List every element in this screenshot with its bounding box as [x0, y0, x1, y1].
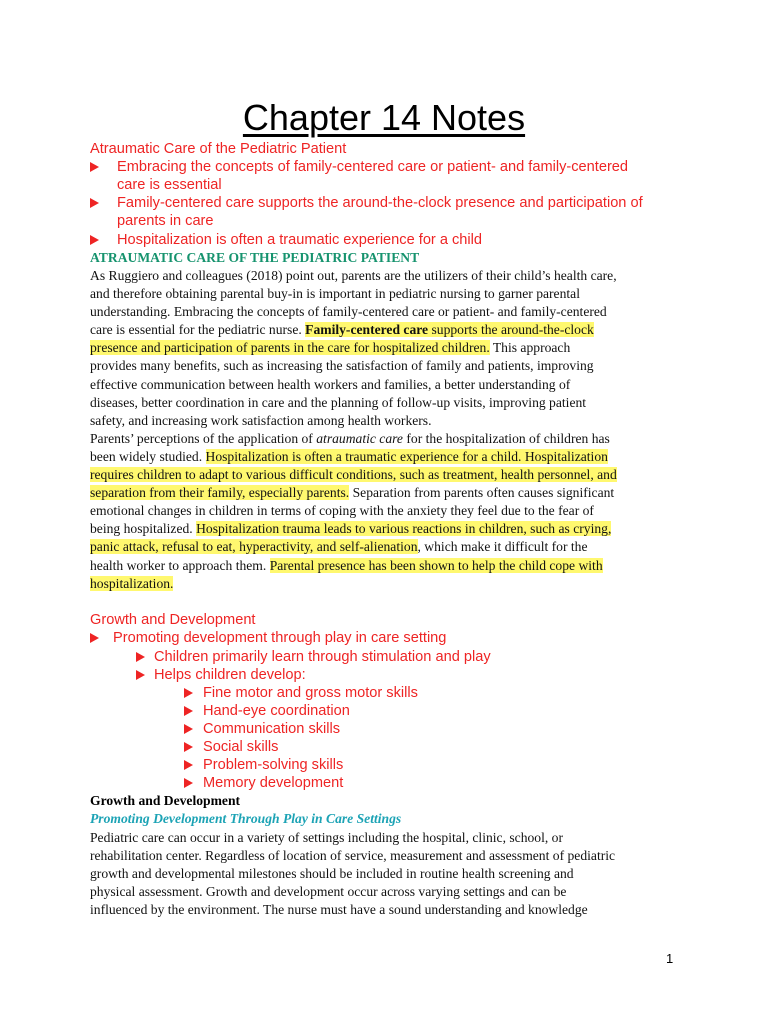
triangle-bullet-icon	[90, 162, 99, 172]
section-heading: Growth and Development	[90, 612, 256, 628]
text-line: growth and developmental milestones should be included in routine health screening and	[90, 866, 574, 882]
text-line: Pediatric care can occur in a variety of settings including the hospital, clinic, school, or	[90, 830, 563, 845]
text-line: physical assessment. Growth and development occur across varying settings and can be	[90, 884, 567, 900]
bullet-text: Hand-eye coordination	[203, 703, 350, 719]
text-line: understanding. Embracing the concepts of family-centered care or patient- and family-centered	[90, 304, 607, 320]
text-line	[90, 466, 690, 484]
bullet-item	[184, 720, 340, 738]
bullet-item	[184, 684, 418, 702]
highlighted-text: Hospitalization is often a traumatic experience for a child. Hospitalization	[205, 448, 608, 464]
text-line: rehabilitation center. Regardless of location of service, measurement and assessment of pediatric	[90, 848, 616, 864]
bullet-text: Problem-solving skills	[203, 757, 344, 773]
highlighted-text: supports the around-the-clock	[428, 322, 594, 338]
triangle-bullet-icon	[184, 706, 193, 716]
highlighted-text: panic attack, refusal to eat, hyperactivity, and self-alienation	[90, 539, 418, 555]
highlighted-text: Parental presence has been shown to help the child cope with	[269, 557, 603, 573]
text-line	[90, 484, 690, 502]
bullet-item	[136, 648, 491, 666]
text-line: and therefore obtaining parental buy-in is important in pediatric nursing to garner parental	[90, 286, 580, 302]
triangle-bullet-icon	[136, 652, 145, 662]
bullet-item	[136, 666, 306, 684]
bullet-text: Communication skills	[203, 721, 341, 737]
triangle-bullet-icon	[184, 742, 193, 752]
highlighted-text: hospitalization.	[90, 575, 174, 591]
paragraph	[90, 267, 690, 593]
section-heading: Atraumatic Care of the Pediatric Patient	[90, 141, 347, 157]
text-line	[90, 448, 690, 466]
bullet-text: Hospitalization is often a traumatic experience for a child	[117, 232, 483, 248]
text-line: influenced by the environment. The nurse must have a sound understanding and knowledge	[90, 902, 588, 918]
bullet-text: Children primarily learn through stimulation and play	[154, 649, 491, 665]
text-span: been widely studied.	[90, 448, 206, 464]
triangle-bullet-icon	[90, 633, 99, 643]
bullet-item	[184, 756, 343, 774]
bullet-text: Social skills	[203, 739, 279, 755]
page-number: 1	[666, 951, 674, 966]
bullet-text: Helps children develop:	[154, 667, 306, 683]
bullet-text: Embracing the concepts of family-centered care or patient- and family-centered	[117, 159, 629, 175]
bullet-item	[184, 774, 343, 792]
text-line: As Ruggiero and colleagues (2018) point out, parents are the utilizers of their child’s health care,	[90, 268, 617, 283]
text-span: being hospitalized.	[90, 521, 197, 537]
triangle-bullet-icon	[184, 688, 193, 698]
bullet-item	[90, 158, 628, 194]
text-line	[90, 520, 690, 538]
text-line	[90, 557, 690, 575]
section-subheading: ATRAUMATIC CARE OF THE PEDIATRIC PATIENT	[90, 250, 420, 265]
paragraph	[90, 829, 690, 919]
bullet-text: Family-centered care supports the around-the-clock presence and participation of	[117, 195, 643, 211]
highlighted-text: presence and participation of parents in the care for hospitalized children.	[90, 340, 490, 356]
bullet-item	[184, 738, 278, 756]
text-line: emotional changes in children in terms of coping with the anxiety they feel due to the fear of	[90, 503, 594, 519]
bullet-text: Memory development	[203, 775, 344, 791]
text-span: health worker to approach them.	[90, 557, 270, 573]
text-span: for the hospitalization of children has	[402, 430, 610, 446]
page-title: Chapter 14 Notes	[242, 97, 526, 138]
highlighted-text: requires children to adapt to various difficult conditions, such as treatment, health personnel, and	[90, 467, 617, 483]
text-line: provides many benefits, such as increasing the satisfaction of family and patients, improving	[90, 358, 594, 374]
section-subheading: Growth and Development	[90, 793, 241, 808]
triangle-bullet-icon	[184, 760, 193, 770]
triangle-bullet-icon	[184, 724, 193, 734]
highlighted-text: separation from their family, especially parents.	[90, 485, 350, 501]
triangle-bullet-icon	[136, 670, 145, 680]
bullet-item	[184, 702, 350, 720]
highlighted-text: Hospitalization trauma leads to various reactions in children, such as crying,	[196, 521, 612, 537]
bullet-item	[90, 194, 643, 230]
triangle-bullet-icon	[90, 198, 99, 208]
text-span: , which make it difficult for the	[417, 539, 588, 555]
triangle-bullet-icon	[90, 235, 99, 245]
bullet-item	[90, 629, 446, 647]
text-span: This approach	[489, 340, 571, 356]
text-line: diseases, better coordination in care and the planning of follow-up visits, improving patient	[90, 394, 587, 410]
text-line: safety, and increasing work satisfaction among health workers.	[90, 412, 432, 428]
bullet-text: parents in care	[117, 213, 214, 229]
italic-subheading: Promoting Development Through Play in Care Settings	[90, 811, 402, 826]
bullet-text: care is essential	[117, 177, 222, 193]
text-span: care is essential for the pediatric nurse.	[90, 322, 306, 338]
italic-text: atraumatic care	[316, 430, 403, 446]
text-line	[90, 575, 690, 593]
text-span: Parents’ perceptions of the application of	[90, 430, 317, 446]
bullet-text: Fine motor and gross motor skills	[203, 685, 418, 701]
bullet-item	[90, 231, 482, 249]
bullet-text: Promoting development through play in care setting	[113, 630, 447, 646]
text-line	[90, 430, 690, 448]
text-line	[90, 321, 690, 339]
text-line: effective communication between health workers and families, a better understanding of	[90, 376, 571, 392]
triangle-bullet-icon	[184, 778, 193, 788]
text-line	[90, 339, 690, 357]
highlighted-bold-text: Family-centered care	[305, 322, 429, 338]
text-line	[90, 538, 690, 556]
text-span: Separation from parents often causes significant	[349, 485, 615, 501]
